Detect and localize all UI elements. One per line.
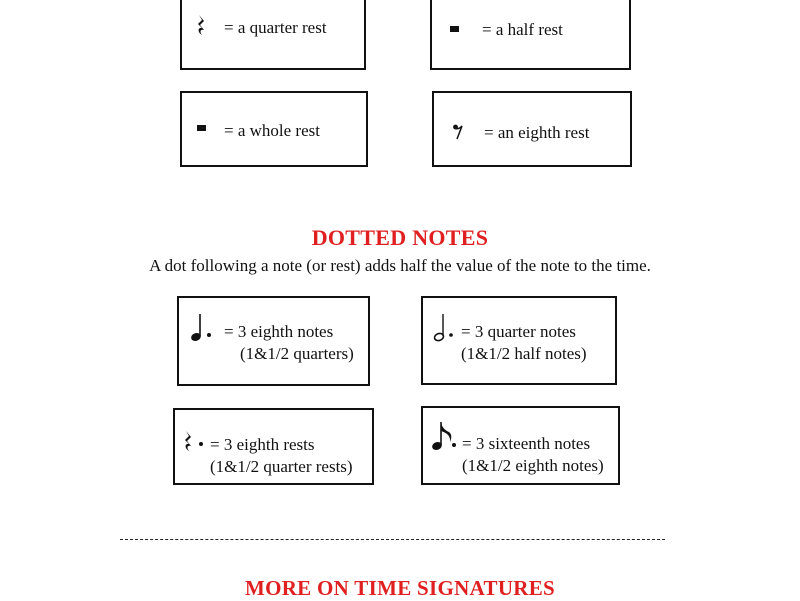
dotted-notes-intro: A dot following a note (or rest) adds half the value of the note to the time. (149, 256, 651, 275)
dotted-quarter-note-box (177, 296, 370, 386)
whole-rest-box (180, 91, 368, 167)
dotted-notes-heading: DOTTED NOTES (311, 225, 489, 250)
dotted-half-note-line1: = 3 quarter notes (461, 322, 576, 341)
dotted-half-note-icon (429, 311, 459, 343)
eighth-rest-icon (452, 123, 464, 141)
dotted-eighth-note-line2: (1&1/2 eighth notes) (462, 456, 604, 475)
dotted-quarter-rest-line1: = 3 eighth rests (210, 435, 315, 454)
half-rest-icon (449, 24, 461, 34)
dotted-quarter-note-line1: = 3 eighth notes (224, 322, 334, 341)
half-rest-box (430, 0, 631, 70)
dotted-eighth-note-line1: = 3 sixteenth notes (462, 434, 591, 453)
dotted-quarter-rest-icon (183, 430, 207, 452)
whole-rest-label: = a whole rest (224, 121, 320, 140)
eighth-rest-label: = an eighth rest (484, 123, 590, 142)
whole-rest-icon (196, 123, 208, 133)
quarter-rest-icon (196, 14, 208, 36)
dotted-half-note-box (421, 296, 617, 385)
section-divider (120, 539, 665, 540)
dotted-quarter-rest-line2: (1&1/2 quarter rests) (210, 457, 353, 476)
time-signatures-heading: MORE ON TIME SIGNATURES (244, 576, 556, 600)
dotted-half-note-line2: (1&1/2 half notes) (461, 344, 587, 363)
eighth-rest-box (432, 91, 632, 167)
quarter-rest-label: = a quarter rest (224, 18, 327, 37)
dotted-eighth-note-icon (429, 419, 461, 453)
dotted-quarter-rest-box (173, 408, 374, 485)
dotted-quarter-note-icon (187, 311, 217, 343)
half-rest-label: = a half rest (482, 20, 563, 39)
dotted-quarter-note-line2: (1&1/2 quarters) (240, 344, 354, 363)
dotted-eighth-note-box (421, 406, 620, 485)
quarter-rest-box (180, 0, 366, 70)
